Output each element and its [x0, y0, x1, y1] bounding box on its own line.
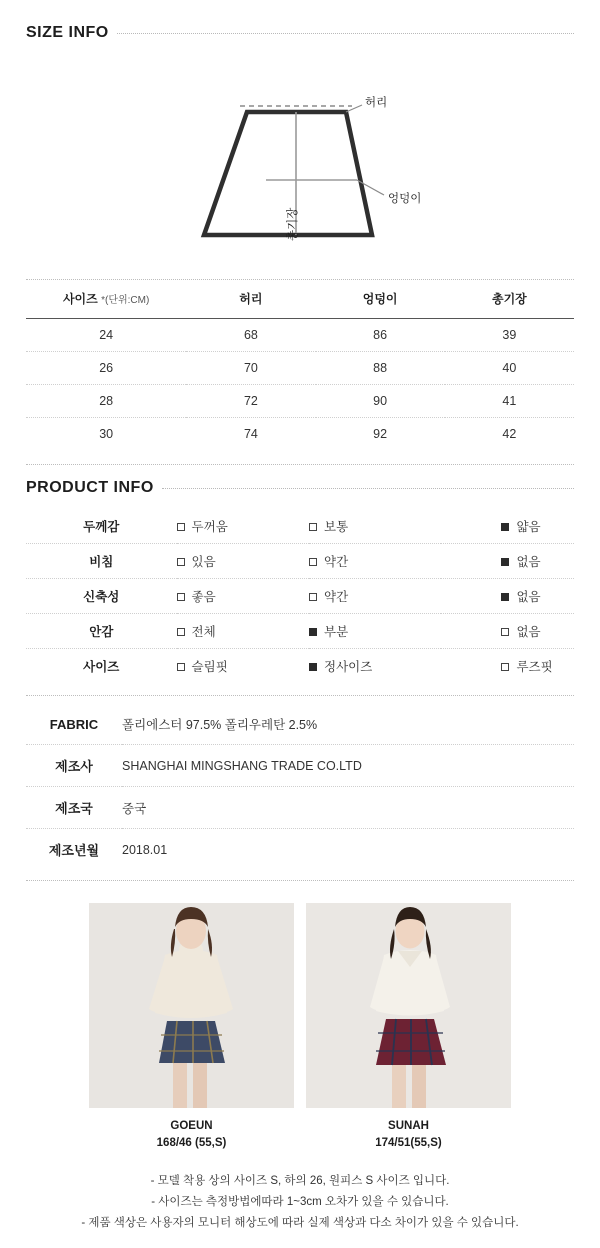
length-cell: 42: [445, 418, 574, 451]
length-cell: 40: [445, 352, 574, 385]
attribute-name: 신축성: [26, 579, 177, 614]
model-name: SUNAH: [306, 1118, 511, 1135]
attribute-option[interactable]: [177, 649, 309, 684]
checkbox-empty-icon[interactable]: [177, 523, 185, 531]
size-cell: 24: [26, 319, 186, 352]
checkbox-checked-icon[interactable]: [501, 593, 509, 601]
size-table-header-waist: 허리: [186, 280, 315, 319]
product-info-table: [26, 509, 574, 683]
size-info-page: [0, 24, 600, 1248]
checkbox-checked-icon[interactable]: [501, 558, 509, 566]
option-label: 보통: [324, 520, 348, 534]
checkbox-empty-icon[interactable]: [309, 593, 317, 601]
table-row: [26, 579, 574, 614]
option-label: 두꺼움: [192, 520, 228, 534]
model-caption-sunah: [306, 1118, 511, 1153]
waist-cell: 70: [186, 352, 315, 385]
size-table-header-row: [26, 280, 574, 319]
option-label: 부분: [324, 625, 348, 639]
attribute-option[interactable]: [441, 509, 574, 544]
table-row: [26, 509, 574, 544]
model-gallery: [0, 903, 600, 1153]
hip-cell: 92: [316, 418, 445, 451]
attribute-option[interactable]: [441, 544, 574, 579]
length-cell: 41: [445, 385, 574, 418]
skirt-measurement-diagram: [0, 50, 600, 265]
skirt-diagram-svg: [0, 50, 600, 265]
option-label: 전체: [192, 625, 216, 639]
option-label: 정사이즈: [324, 660, 372, 674]
manufacturer-value: SHANGHAI MINGSHANG TRADE CO.LTD: [122, 745, 574, 787]
checkbox-empty-icon[interactable]: [177, 628, 185, 636]
checkbox-checked-icon[interactable]: [309, 628, 317, 636]
table-row: [26, 385, 574, 418]
table-row: [26, 649, 574, 684]
size-cell: 26: [26, 352, 186, 385]
attribute-option[interactable]: [441, 579, 574, 614]
product-info-title: PRODUCT INFO: [26, 479, 154, 497]
size-unit-note: *(단위:CM): [101, 295, 149, 306]
hip-cell: 86: [316, 319, 445, 352]
hip-cell: 90: [316, 385, 445, 418]
model-name: GOEUN: [89, 1118, 294, 1135]
model-spec: 174/51(55,S): [306, 1135, 511, 1152]
model-card-goeun: [89, 903, 294, 1153]
fabric-value: 폴리에스터 97.5% 폴리우레탄 2.5%: [122, 704, 574, 745]
country-value: 중국: [122, 787, 574, 829]
size-cell: 30: [26, 418, 186, 451]
attribute-option[interactable]: [177, 509, 309, 544]
manufacture-date-value: 2018.01: [122, 829, 574, 871]
attribute-option[interactable]: [177, 544, 309, 579]
divider-above-models: [26, 880, 574, 881]
attribute-option[interactable]: [309, 579, 441, 614]
checkbox-checked-icon[interactable]: [309, 663, 317, 671]
checkbox-empty-icon[interactable]: [177, 558, 185, 566]
model-card-sunah: [306, 903, 511, 1153]
model-illustration-sunah: [306, 903, 511, 1108]
option-label: 좋음: [192, 590, 216, 604]
attribute-name: 안감: [26, 614, 177, 649]
attribute-name: 두께감: [26, 509, 177, 544]
checkbox-checked-icon[interactable]: [501, 523, 509, 531]
attribute-option[interactable]: [309, 544, 441, 579]
size-header-label: 사이즈: [63, 292, 98, 306]
checkbox-empty-icon[interactable]: [501, 628, 509, 636]
checkbox-empty-icon[interactable]: [309, 558, 317, 566]
option-label: 약간: [324, 590, 348, 604]
model-spec: 168/46 (55,S): [89, 1135, 294, 1152]
option-label: 약간: [324, 555, 348, 569]
model-illustration-goeun: [89, 903, 294, 1108]
waist-cell: 72: [186, 385, 315, 418]
attribute-option[interactable]: [441, 649, 574, 684]
table-row: [26, 787, 574, 829]
option-label: 얇음: [516, 520, 540, 534]
checkbox-empty-icon[interactable]: [177, 663, 185, 671]
option-label: 없음: [516, 625, 540, 639]
table-row: [26, 319, 574, 352]
footnote-line: - 제품 색상은 사용자의 모니터 해상도에 따라 실제 색상과 다소 차이가 있을 수 있습니다.: [0, 1213, 600, 1234]
checkbox-empty-icon[interactable]: [309, 523, 317, 531]
table-row: [26, 352, 574, 385]
checkbox-empty-icon[interactable]: [177, 593, 185, 601]
header-dotted-rule: [117, 33, 574, 34]
model-caption-goeun: [89, 1118, 294, 1153]
manufacture-date-label: 제조년월: [26, 829, 122, 871]
table-row: [26, 418, 574, 451]
size-table: [26, 280, 574, 450]
option-label: 없음: [516, 555, 540, 569]
size-table-header-size: [26, 280, 186, 319]
diagram-label-length: 총기장: [284, 208, 300, 241]
divider-above-product-info: [26, 464, 574, 465]
footnote-line: - 사이즈는 측정방법에따라 1~3cm 오차가 있을 수 있습니다.: [0, 1192, 600, 1213]
option-label: 없음: [516, 590, 540, 604]
fabric-info-table: [26, 704, 574, 870]
checkbox-empty-icon[interactable]: [501, 663, 509, 671]
model-photo-sunah: [306, 903, 511, 1108]
attribute-option[interactable]: [177, 579, 309, 614]
option-label: 있음: [192, 555, 216, 569]
table-row: [26, 745, 574, 787]
option-label: 슬림핏: [192, 660, 228, 674]
attribute-name: 사이즈: [26, 649, 177, 684]
attribute-option[interactable]: [441, 614, 574, 649]
manufacturer-label: 제조사: [26, 745, 122, 787]
option-label: 루즈핏: [516, 660, 552, 674]
attribute-option[interactable]: [309, 649, 441, 684]
header-dotted-rule-2: [162, 488, 574, 489]
size-table-header-hip: 엉덩이: [316, 280, 445, 319]
attribute-option[interactable]: [309, 614, 441, 649]
diagram-label-waist: 허리: [365, 94, 387, 110]
country-label: 제조국: [26, 787, 122, 829]
attribute-option[interactable]: [177, 614, 309, 649]
table-row: [26, 614, 574, 649]
footnote-line: - 모델 착용 상의 사이즈 S, 하의 26, 원피스 S 사이즈 입니다.: [0, 1171, 600, 1192]
fabric-label: FABRIC: [26, 704, 122, 745]
size-info-title: SIZE INFO: [26, 24, 109, 42]
hip-cell: 88: [316, 352, 445, 385]
attribute-option[interactable]: [309, 509, 441, 544]
footnotes: [0, 1171, 600, 1248]
length-cell: 39: [445, 319, 574, 352]
diagram-label-hip: 엉덩이: [388, 190, 421, 206]
attribute-name: 비침: [26, 544, 177, 579]
waist-cell: 68: [186, 319, 315, 352]
size-cell: 28: [26, 385, 186, 418]
table-row: [26, 544, 574, 579]
table-row: [26, 704, 574, 745]
waist-cell: 74: [186, 418, 315, 451]
size-info-header: [0, 24, 600, 42]
table-row: [26, 829, 574, 871]
product-info-header: [0, 479, 600, 497]
model-photo-goeun: [89, 903, 294, 1108]
size-table-header-length: 총기장: [445, 280, 574, 319]
